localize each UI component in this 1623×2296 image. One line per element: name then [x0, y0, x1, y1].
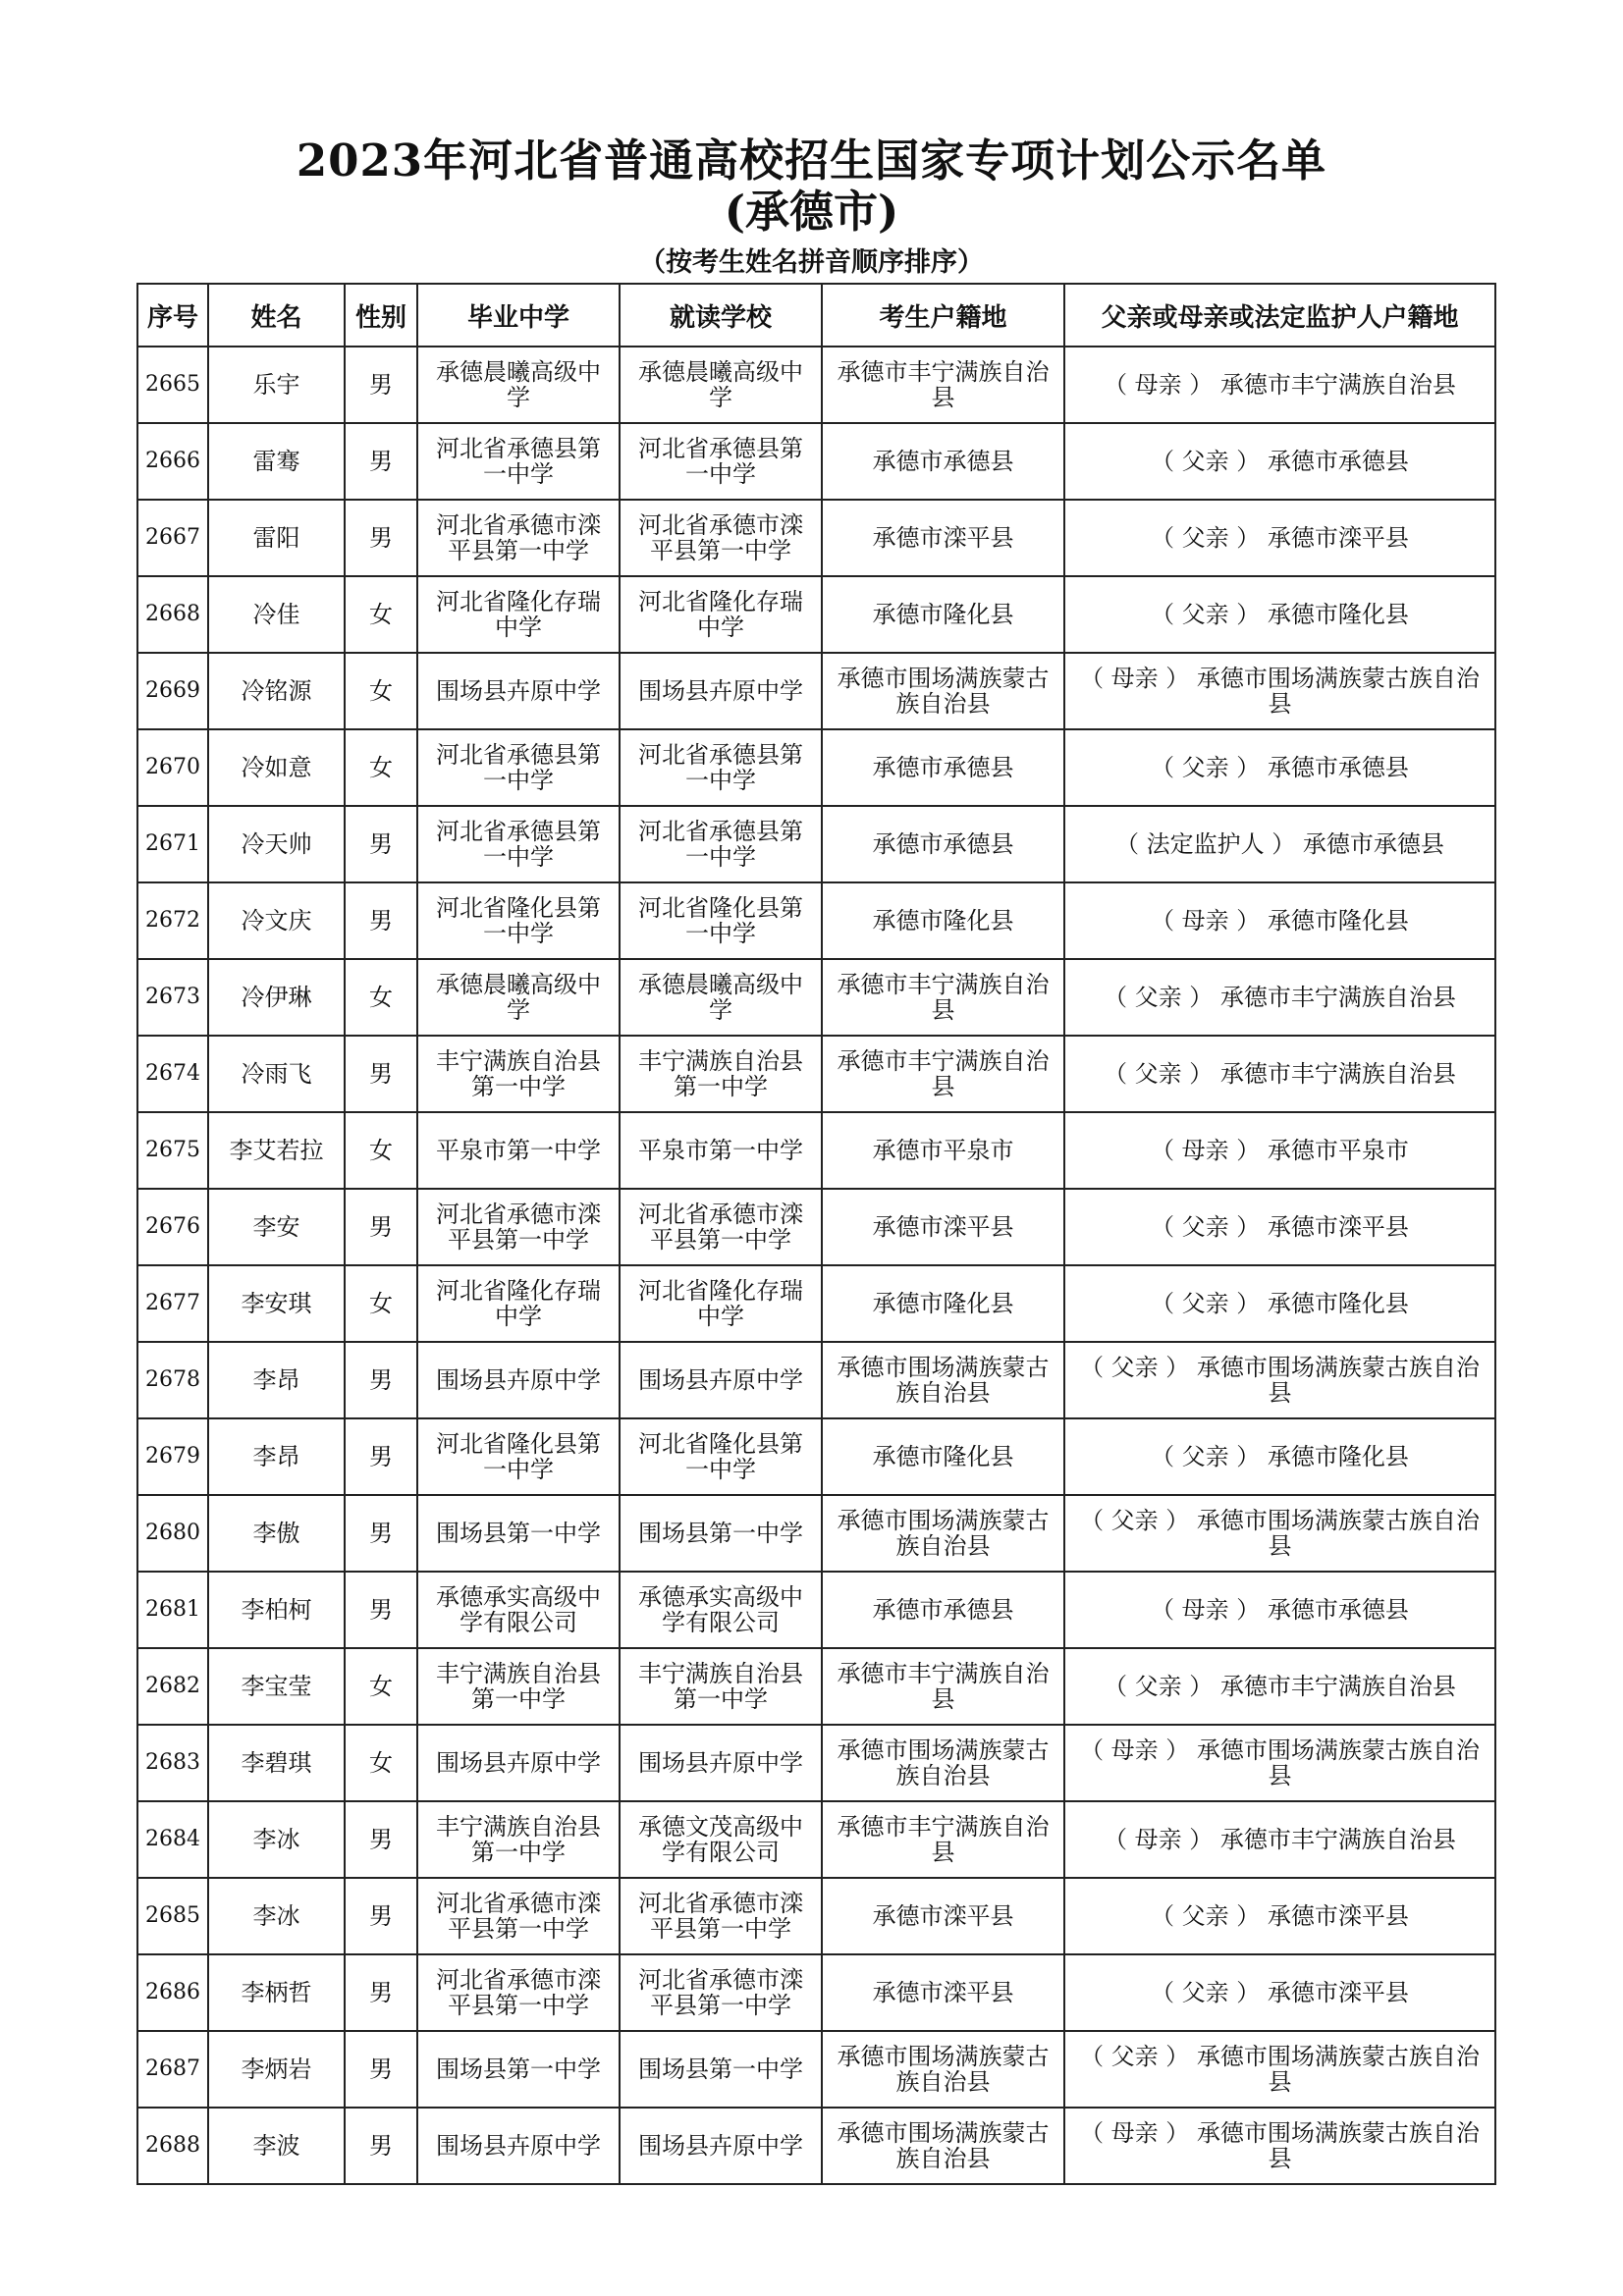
cell-current-school: 承德晨曦高级中学	[620, 959, 822, 1036]
cell-name: 雷骞	[208, 423, 345, 500]
cell-household: 承德市隆化县	[822, 1418, 1064, 1495]
cell-current-school: 河北省承德市滦平县第一中学	[620, 1954, 822, 2031]
cell-name: 李柄哲	[208, 1954, 345, 2031]
table-row	[137, 729, 1495, 806]
cell-name: 李昂	[208, 1418, 345, 1495]
cell-guardian-household: （ 父亲 ） 承德市围场满族蒙古族自治县	[1064, 2031, 1495, 2108]
cell-guardian-household: （ 父亲 ） 承德市围场满族蒙古族自治县	[1064, 1342, 1495, 1418]
cell-guardian-household: （ 母亲 ） 承德市隆化县	[1064, 882, 1495, 959]
cell-grad-school: 河北省承德县第一中学	[417, 423, 620, 500]
table-row	[137, 347, 1495, 423]
table-row	[137, 1189, 1495, 1265]
cell-household: 承德市丰宁满族自治县	[822, 1801, 1064, 1878]
cell-no: 2683	[137, 1725, 208, 1801]
cell-gender: 女	[345, 959, 417, 1036]
cell-guardian-household: （ 父亲 ） 承德市滦平县	[1064, 500, 1495, 576]
cell-current-school: 丰宁满族自治县第一中学	[620, 1036, 822, 1112]
cell-guardian-household: （ 父亲 ） 承德市承德县	[1064, 423, 1495, 500]
cell-no: 2667	[137, 500, 208, 576]
cell-no: 2686	[137, 1954, 208, 2031]
page-subtitle: (承德市)	[724, 186, 899, 238]
cell-current-school: 承德晨曦高级中学	[620, 347, 822, 423]
cell-current-school: 河北省隆化存瑞中学	[620, 576, 822, 653]
cell-gender: 男	[345, 1189, 417, 1265]
cell-current-school: 河北省承德县第一中学	[620, 806, 822, 882]
table-row	[137, 1112, 1495, 1189]
table-row	[137, 1265, 1495, 1342]
cell-grad-school: 围场县卉原中学	[417, 1725, 620, 1801]
cell-current-school: 河北省承德市滦平县第一中学	[620, 1189, 822, 1265]
cell-gender: 女	[345, 653, 417, 729]
cell-current-school: 围场县卉原中学	[620, 2108, 822, 2184]
table-row	[137, 1495, 1495, 1572]
cell-name: 李炳岩	[208, 2031, 345, 2108]
cell-no: 2666	[137, 423, 208, 500]
cell-household: 承德市围场满族蒙古族自治县	[822, 2031, 1064, 2108]
cell-grad-school: 河北省承德市滦平县第一中学	[417, 1189, 620, 1265]
table-row	[137, 1418, 1495, 1495]
cell-name: 李冰	[208, 1878, 345, 1954]
cell-no: 2673	[137, 959, 208, 1036]
cell-guardian-household: （ 父亲 ） 承德市丰宁满族自治县	[1064, 1648, 1495, 1725]
table-row	[137, 1878, 1495, 1954]
cell-gender: 男	[345, 1342, 417, 1418]
cell-name: 冷如意	[208, 729, 345, 806]
cell-name: 冷佳	[208, 576, 345, 653]
cell-guardian-household: （ 父亲 ） 承德市滦平县	[1064, 1954, 1495, 2031]
cell-household: 承德市丰宁满族自治县	[822, 1648, 1064, 1725]
cell-grad-school: 河北省隆化县第一中学	[417, 882, 620, 959]
cell-no: 2682	[137, 1648, 208, 1725]
cell-no: 2668	[137, 576, 208, 653]
cell-household: 承德市丰宁满族自治县	[822, 959, 1064, 1036]
cell-name: 李傲	[208, 1495, 345, 1572]
cell-grad-school: 丰宁满族自治县第一中学	[417, 1801, 620, 1878]
cell-no: 2674	[137, 1036, 208, 1112]
cell-gender: 男	[345, 2031, 417, 2108]
cell-household: 承德市丰宁满族自治县	[822, 1036, 1064, 1112]
header-no: 序号	[137, 284, 208, 347]
cell-current-school: 河北省隆化县第一中学	[620, 882, 822, 959]
header-name: 姓名	[208, 284, 345, 347]
cell-grad-school: 围场县第一中学	[417, 1495, 620, 1572]
cell-no: 2670	[137, 729, 208, 806]
table-row	[137, 1036, 1495, 1112]
header-current-school: 就读学校	[620, 284, 822, 347]
cell-grad-school: 丰宁满族自治县第一中学	[417, 1648, 620, 1725]
cell-name: 李宝莹	[208, 1648, 345, 1725]
cell-grad-school: 河北省承德市滦平县第一中学	[417, 1954, 620, 2031]
cell-guardian-household: （ 父亲 ） 承德市滦平县	[1064, 1878, 1495, 1954]
cell-household: 承德市滦平县	[822, 1878, 1064, 1954]
table-row	[137, 1725, 1495, 1801]
table-row	[137, 882, 1495, 959]
table-row	[137, 1342, 1495, 1418]
cell-no: 2675	[137, 1112, 208, 1189]
cell-household: 承德市围场满族蒙古族自治县	[822, 1342, 1064, 1418]
cell-gender: 男	[345, 1495, 417, 1572]
cell-name: 冷文庆	[208, 882, 345, 959]
cell-guardian-household: （ 母亲 ） 承德市平泉市	[1064, 1112, 1495, 1189]
table-row	[137, 576, 1495, 653]
cell-guardian-household: （ 母亲 ） 承德市丰宁满族自治县	[1064, 347, 1495, 423]
cell-guardian-household: （ 父亲 ） 承德市围场满族蒙古族自治县	[1064, 1495, 1495, 1572]
cell-grad-school: 承德晨曦高级中学	[417, 959, 620, 1036]
cell-current-school: 河北省承德市滦平县第一中学	[620, 500, 822, 576]
cell-guardian-household: （ 父亲 ） 承德市隆化县	[1064, 1265, 1495, 1342]
cell-grad-school: 承德晨曦高级中学	[417, 347, 620, 423]
cell-grad-school: 围场县卉原中学	[417, 1342, 620, 1418]
cell-grad-school: 河北省承德市滦平县第一中学	[417, 1878, 620, 1954]
cell-no: 2665	[137, 347, 208, 423]
table-row	[137, 2108, 1495, 2184]
cell-household: 承德市滦平县	[822, 1954, 1064, 2031]
cell-name: 李艾若拉	[208, 1112, 345, 1189]
title-block	[0, 135, 1623, 281]
cell-no: 2676	[137, 1189, 208, 1265]
cell-guardian-household: （ 父亲 ） 承德市滦平县	[1064, 1189, 1495, 1265]
cell-current-school: 河北省承德市滦平县第一中学	[620, 1878, 822, 1954]
cell-household: 承德市承德县	[822, 729, 1064, 806]
cell-no: 2680	[137, 1495, 208, 1572]
cell-no: 2677	[137, 1265, 208, 1342]
cell-name: 雷阳	[208, 500, 345, 576]
cell-household: 承德市承德县	[822, 806, 1064, 882]
table-row	[137, 1954, 1495, 2031]
cell-grad-school: 围场县第一中学	[417, 2031, 620, 2108]
cell-current-school: 平泉市第一中学	[620, 1112, 822, 1189]
cell-gender: 男	[345, 1036, 417, 1112]
cell-grad-school: 河北省承德市滦平县第一中学	[417, 500, 620, 576]
cell-name: 李安琪	[208, 1265, 345, 1342]
cell-no: 2684	[137, 1801, 208, 1878]
cell-gender: 男	[345, 806, 417, 882]
cell-guardian-household: （ 母亲 ） 承德市承德县	[1064, 1572, 1495, 1648]
cell-household: 承德市丰宁满族自治县	[822, 347, 1064, 423]
cell-no: 2688	[137, 2108, 208, 2184]
cell-household: 承德市隆化县	[822, 576, 1064, 653]
header-grad-school: 毕业中学	[417, 284, 620, 347]
cell-guardian-household: （ 父亲 ） 承德市丰宁满族自治县	[1064, 959, 1495, 1036]
cell-no: 2679	[137, 1418, 208, 1495]
cell-guardian-household: （ 母亲 ） 承德市围场满族蒙古族自治县	[1064, 653, 1495, 729]
table-body	[137, 347, 1495, 2184]
cell-guardian-household: （ 法定监护人 ） 承德市承德县	[1064, 806, 1495, 882]
cell-household: 承德市围场满族蒙古族自治县	[822, 1495, 1064, 1572]
table-row	[137, 423, 1495, 500]
cell-grad-school: 平泉市第一中学	[417, 1112, 620, 1189]
cell-gender: 女	[345, 576, 417, 653]
cell-guardian-household: （ 母亲 ） 承德市围场满族蒙古族自治县	[1064, 2108, 1495, 2184]
table-header-row	[137, 284, 1495, 347]
table-row	[137, 959, 1495, 1036]
cell-grad-school: 河北省隆化存瑞中学	[417, 576, 620, 653]
cell-gender: 男	[345, 1954, 417, 2031]
cell-current-school: 河北省隆化县第一中学	[620, 1418, 822, 1495]
cell-no: 2678	[137, 1342, 208, 1418]
cell-grad-school: 河北省承德县第一中学	[417, 729, 620, 806]
cell-gender: 女	[345, 1648, 417, 1725]
header-gender: 性别	[345, 284, 417, 347]
cell-name: 冷天帅	[208, 806, 345, 882]
cell-gender: 女	[345, 1265, 417, 1342]
cell-grad-school: 围场县卉原中学	[417, 653, 620, 729]
table-row	[137, 653, 1495, 729]
cell-gender: 男	[345, 882, 417, 959]
cell-grad-school: 河北省承德县第一中学	[417, 806, 620, 882]
cell-grad-school: 河北省隆化存瑞中学	[417, 1265, 620, 1342]
roster-table	[136, 283, 1496, 2185]
cell-name: 李昂	[208, 1342, 345, 1418]
header-household: 考生户籍地	[822, 284, 1064, 347]
cell-name: 李波	[208, 2108, 345, 2184]
cell-current-school: 围场县卉原中学	[620, 653, 822, 729]
cell-household: 承德市围场满族蒙古族自治县	[822, 1725, 1064, 1801]
cell-no: 2669	[137, 653, 208, 729]
cell-gender: 男	[345, 1418, 417, 1495]
cell-no: 2681	[137, 1572, 208, 1648]
cell-name: 李冰	[208, 1801, 345, 1878]
cell-gender: 男	[345, 500, 417, 576]
cell-gender: 男	[345, 347, 417, 423]
cell-household: 承德市平泉市	[822, 1112, 1064, 1189]
cell-guardian-household: （ 父亲 ） 承德市丰宁满族自治县	[1064, 1036, 1495, 1112]
sort-note: （按考生姓名拼音顺序排序）	[639, 247, 984, 278]
cell-gender: 女	[345, 1112, 417, 1189]
cell-name: 李柏柯	[208, 1572, 345, 1648]
cell-current-school: 河北省承德县第一中学	[620, 729, 822, 806]
cell-name: 冷伊琳	[208, 959, 345, 1036]
cell-name: 冷雨飞	[208, 1036, 345, 1112]
cell-guardian-household: （ 母亲 ） 承德市丰宁满族自治县	[1064, 1801, 1495, 1878]
page-title: 2023年河北省普通高校招生国家专项计划公示名单	[296, 134, 1327, 187]
cell-current-school: 围场县卉原中学	[620, 1725, 822, 1801]
cell-household: 承德市滦平县	[822, 500, 1064, 576]
cell-gender: 男	[345, 423, 417, 500]
cell-gender: 女	[345, 729, 417, 806]
cell-gender: 男	[345, 1801, 417, 1878]
cell-current-school: 河北省隆化存瑞中学	[620, 1265, 822, 1342]
cell-grad-school: 承德承实高级中学有限公司	[417, 1572, 620, 1648]
table-row	[137, 500, 1495, 576]
table-row	[137, 1801, 1495, 1878]
cell-household: 承德市隆化县	[822, 882, 1064, 959]
table-row	[137, 806, 1495, 882]
cell-grad-school: 围场县卉原中学	[417, 2108, 620, 2184]
cell-current-school: 承德文茂高级中学有限公司	[620, 1801, 822, 1878]
table-row	[137, 1648, 1495, 1725]
cell-name: 李碧琪	[208, 1725, 345, 1801]
cell-household: 承德市承德县	[822, 423, 1064, 500]
cell-name: 乐宇	[208, 347, 345, 423]
cell-grad-school: 河北省隆化县第一中学	[417, 1418, 620, 1495]
cell-current-school: 围场县第一中学	[620, 1495, 822, 1572]
cell-grad-school: 丰宁满族自治县第一中学	[417, 1036, 620, 1112]
cell-no: 2685	[137, 1878, 208, 1954]
table-row	[137, 1572, 1495, 1648]
cell-current-school: 承德承实高级中学有限公司	[620, 1572, 822, 1648]
cell-guardian-household: （ 父亲 ） 承德市隆化县	[1064, 1418, 1495, 1495]
cell-current-school: 围场县卉原中学	[620, 1342, 822, 1418]
cell-name: 李安	[208, 1189, 345, 1265]
cell-household: 承德市围场满族蒙古族自治县	[822, 2108, 1064, 2184]
cell-household: 承德市滦平县	[822, 1189, 1064, 1265]
cell-current-school: 围场县第一中学	[620, 2031, 822, 2108]
cell-current-school: 河北省承德县第一中学	[620, 423, 822, 500]
cell-no: 2687	[137, 2031, 208, 2108]
cell-guardian-household: （ 父亲 ） 承德市承德县	[1064, 729, 1495, 806]
cell-gender: 男	[345, 1572, 417, 1648]
table-row	[137, 2031, 1495, 2108]
cell-gender: 女	[345, 1725, 417, 1801]
cell-name: 冷铭源	[208, 653, 345, 729]
cell-household: 承德市围场满族蒙古族自治县	[822, 653, 1064, 729]
cell-guardian-household: （ 母亲 ） 承德市围场满族蒙古族自治县	[1064, 1725, 1495, 1801]
header-guardian-household: 父亲或母亲或法定监护人户籍地	[1064, 284, 1495, 347]
cell-guardian-household: （ 父亲 ） 承德市隆化县	[1064, 576, 1495, 653]
cell-no: 2672	[137, 882, 208, 959]
cell-household: 承德市隆化县	[822, 1265, 1064, 1342]
cell-gender: 男	[345, 2108, 417, 2184]
cell-household: 承德市承德县	[822, 1572, 1064, 1648]
cell-gender: 男	[345, 1878, 417, 1954]
cell-current-school: 丰宁满族自治县第一中学	[620, 1648, 822, 1725]
cell-no: 2671	[137, 806, 208, 882]
